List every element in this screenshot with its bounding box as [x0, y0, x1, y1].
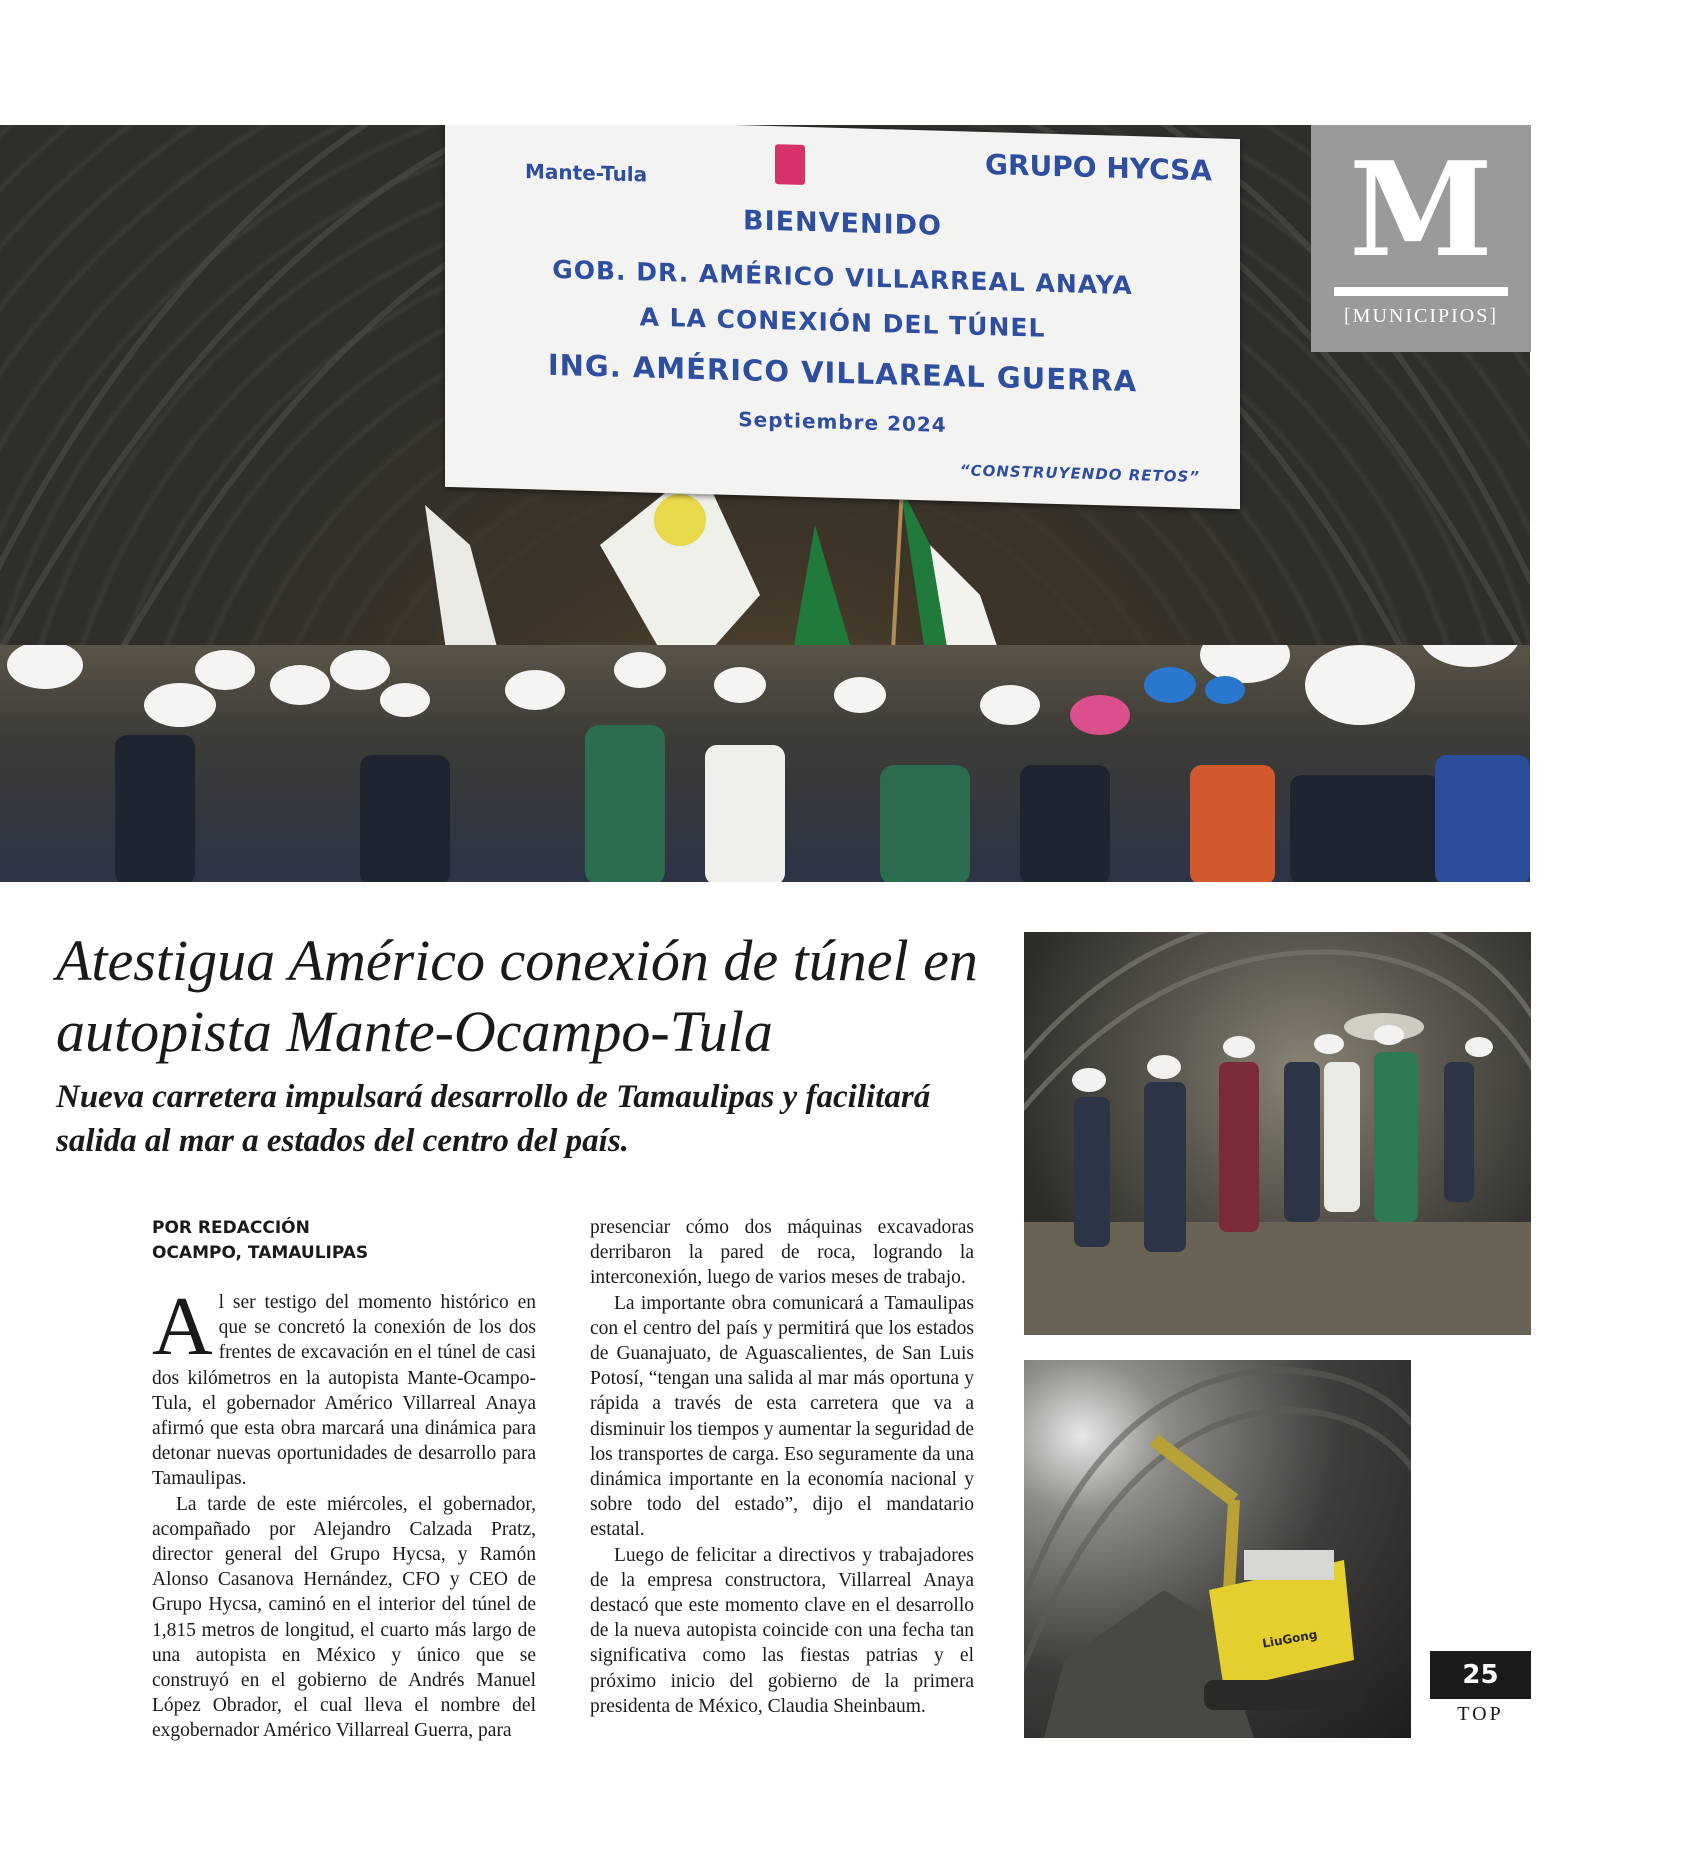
body-paragraph-5: Luego de felicitar a directivos y trabajadores de la empresa constructora, Villarreal Anaya destacó que este momento clave en el desarrollo de la nueva autopista coincide con una fecha tan significativa como las fiestas patrias y el próximo inicio del gobierno de la primera presidenta de México, Claudia Sheinbaum.: [590, 1544, 974, 1717]
body-paragraph-2: La tarde de este miércoles, el gobernador, acompañado por Alejandro Calzada Pratz, director general del Grupo Hycsa, y Ramón Alonso Casanova Hernández, CFO y CEO de Grupo Hycsa, caminó en el interior del túnel de 1,815 metros de longitud, el cuarto más largo de una autopista en México y único que se construyó en el gobierno de Andrés Manuel López Obrador, el cual lleva el nombre del exgobernador Américo Villarreal Guerra, para: [152, 1493, 536, 1742]
body-paragraph-1: [152, 1280, 536, 1492]
section-label: [MUNICIPIOS]: [1344, 305, 1498, 327]
banner-line-1: BIENVENIDO: [742, 205, 942, 242]
banner-logo-right: GRUPO HYCSA: [985, 147, 1212, 188]
banner-line-5: Septiembre 2024: [738, 407, 947, 437]
banner-logo-left: Mante-Tula: [525, 159, 648, 187]
page-number: 25: [1430, 1651, 1531, 1699]
section-badge: [1311, 125, 1531, 352]
banner-line-2: GOB. DR. AMÉRICO VILLARREAL ANAYA: [552, 254, 1133, 301]
banner-line-6: “CONSTRUYENDO RETOS”: [959, 461, 1200, 486]
banner-line-4: ING. AMÉRICO VILLAREAL GUERRA: [547, 347, 1138, 399]
photo-tunnel-walk: [1024, 932, 1531, 1335]
body-column-1: [152, 1280, 536, 1744]
body-paragraph-1-text: l ser testigo del momento histórico en que se concretó la conexión de los dos frentes de excavación en el túnel de casi dos kilómetros en la autopista Mante-Ocampo-Tula, el gobernador Américo Villarreal Anaya afirmó que esta obra marcará una dinámica para detonar nuevas oportunidades de desarrollo para Tamaulipas.: [152, 1292, 536, 1490]
section-rule: [1334, 287, 1508, 296]
welcome-banner: [445, 125, 1240, 509]
dropcap: A: [152, 1280, 213, 1373]
body-paragraph-3: presenciar cómo dos máquinas excavadoras derribaron la pared de roca, logrando la interconexión, luego de varios meses de trabajo.: [590, 1217, 974, 1289]
section-letter: M: [1349, 133, 1493, 286]
banner-line-3: A LA CONEXIÓN DEL TÚNEL: [639, 302, 1046, 343]
byline: [152, 1216, 532, 1266]
banner-logo-center: [775, 144, 805, 185]
excavator-brand: LiuGong: [1261, 1627, 1319, 1651]
crowd: [0, 645, 1530, 882]
photo-excavator: [1024, 1360, 1411, 1738]
byline-location: OCAMPO, TAMAULIPAS: [152, 1243, 369, 1263]
page-tag: TOP: [1457, 1703, 1504, 1725]
hero-photo: [0, 125, 1530, 882]
subheadline: Nueva carretera impulsará desarrollo de Tamaulipas y facilitará salida al mar a estados del centro del país.: [56, 1079, 931, 1159]
body-column-2: [590, 1215, 974, 1719]
byline-author: POR REDACCIÓN: [152, 1218, 310, 1238]
body-paragraph-4: La importante obra comunicará a Tamaulipas con el centro del país y permitirá que los estados de Guanajuato, de Aguascalientes, de San Luis Potosí, “tengan una salida al mar más oportuna y rápida a través de esta carretera que va a disminuir los tiempos y aumentar la seguridad de los transportes de carga. Eso seguramente da una dinámica importante en la economía nacional y sobre todo del estado”, dijo el mandatario estatal.: [590, 1292, 974, 1541]
headline: Atestigua Américo conexión de túnel en autopista Mante-Ocampo-Tula: [56, 928, 978, 1064]
